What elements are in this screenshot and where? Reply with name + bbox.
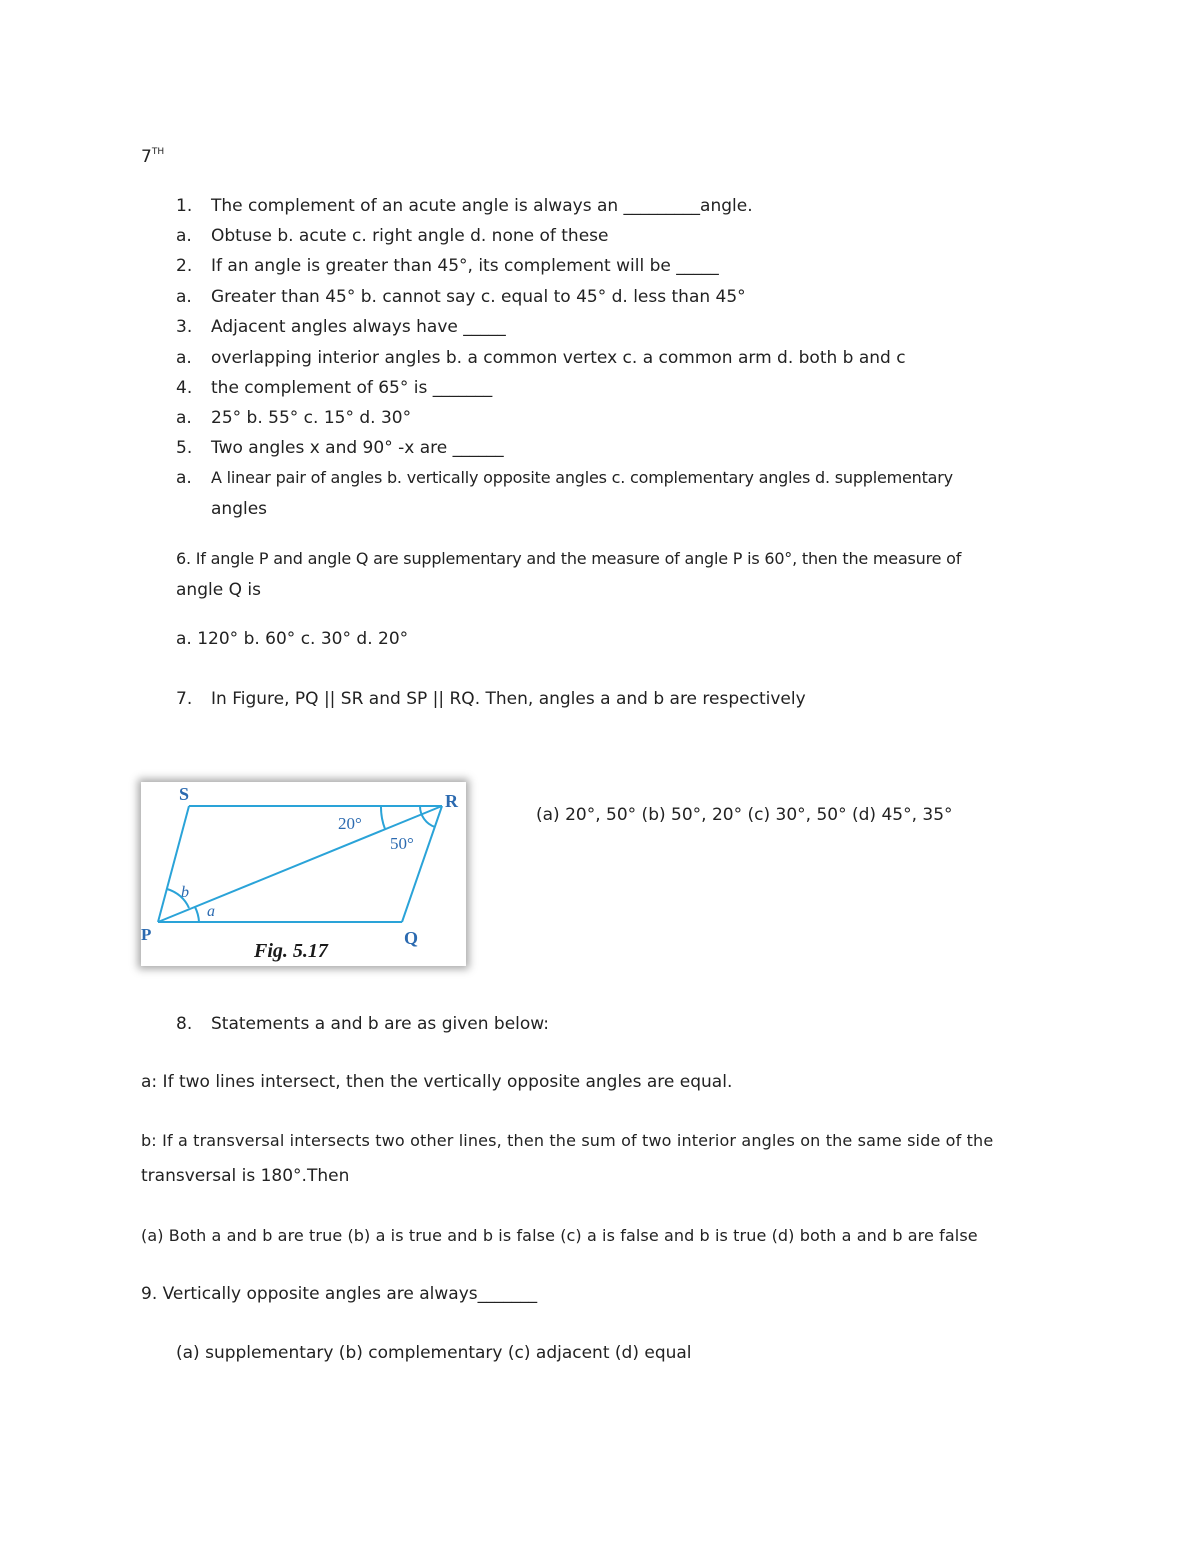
list-marker: 4. <box>176 378 193 398</box>
parallelogram-diagram <box>141 782 466 966</box>
question-8-options: (a) Both a and b are true (b) a is true and b is false (c) a is false and b is true (d) both a and b are false <box>141 1226 978 1245</box>
angle-label-b: b <box>181 884 189 901</box>
angle-arc-20 <box>381 806 385 829</box>
list-marker: 1. <box>176 196 193 216</box>
option-text: 25° b. 55° c. 15° d. 30° <box>211 408 412 428</box>
grade-heading: 7TH <box>141 147 165 167</box>
label-q: Q <box>404 928 419 948</box>
question-text: Two angles x and 90° -x are ______ <box>211 438 504 458</box>
list-marker: 5. <box>176 438 193 458</box>
option-text: Obtuse b. acute c. right angle d. none of these <box>211 226 609 246</box>
question-6-line1: 6. If angle P and angle Q are supplementary and the measure of angle P is 60°, then the measure of <box>176 549 962 568</box>
label-s: S <box>179 784 190 804</box>
list-marker: 3. <box>176 317 193 337</box>
question-7-options: (a) 20°, 50° (b) 50°, 20° (c) 30°, 50° (d) 45°, 35° <box>536 805 953 825</box>
list-marker: a. <box>176 348 192 368</box>
question-text: The complement of an acute angle is always an _________angle. <box>211 196 753 216</box>
question-text: Statements a and b are as given below: <box>211 1014 549 1034</box>
list-marker: 2. <box>176 256 193 276</box>
side-sp <box>158 806 189 922</box>
label-r: R <box>445 791 458 811</box>
angle-label-20: 20° <box>338 814 362 833</box>
angle-label-a: a <box>207 903 215 920</box>
option-text: A linear pair of angles b. vertically opposite angles c. complementary angles d. supplementary <box>211 468 953 487</box>
diagonal-pr <box>158 806 442 922</box>
side-rq <box>402 806 442 922</box>
question-9-options: (a) supplementary (b) complementary (c) adjacent (d) equal <box>176 1343 692 1363</box>
label-p: P <box>141 925 152 944</box>
angle-arc-a <box>195 907 199 922</box>
statement-a: a: If two lines intersect, then the vertically opposite angles are equal. <box>141 1072 733 1092</box>
option-text: overlapping interior angles b. a common vertex c. a common arm d. both b and c <box>211 348 906 368</box>
option-text: Greater than 45° b. cannot say c. equal to 45° d. less than 45° <box>211 287 746 307</box>
question-6-options: a. 120° b. 60° c. 30° d. 20° <box>176 629 409 649</box>
list-marker: a. <box>176 408 192 428</box>
list-marker: 7. <box>176 689 193 709</box>
figure-caption: Fig. 5.17 <box>254 940 328 962</box>
question-text: the complement of 65° is _______ <box>211 378 493 398</box>
list-marker: a. <box>176 468 192 488</box>
question-text: Adjacent angles always have _____ <box>211 317 506 337</box>
parallelogram-figure <box>141 782 466 966</box>
question-9: 9. Vertically opposite angles are always_______ <box>141 1284 538 1304</box>
option-continuation: angles <box>211 499 268 519</box>
question-text: If an angle is greater than 45°, its complement will be _____ <box>211 256 719 276</box>
question-6-line2: angle Q is <box>176 580 261 600</box>
list-marker: 8. <box>176 1014 193 1034</box>
statement-b-line2: transversal is 180°.Then <box>141 1166 350 1186</box>
statement-b-line1: b: If a transversal intersects two other lines, then the sum of two interior angles on the same side of the <box>141 1131 994 1150</box>
list-marker: a. <box>176 287 192 307</box>
question-text: In Figure, PQ || SR and SP || RQ. Then, angles a and b are respectively <box>211 689 806 709</box>
list-marker: a. <box>176 226 192 246</box>
angle-label-50: 50° <box>390 834 414 853</box>
